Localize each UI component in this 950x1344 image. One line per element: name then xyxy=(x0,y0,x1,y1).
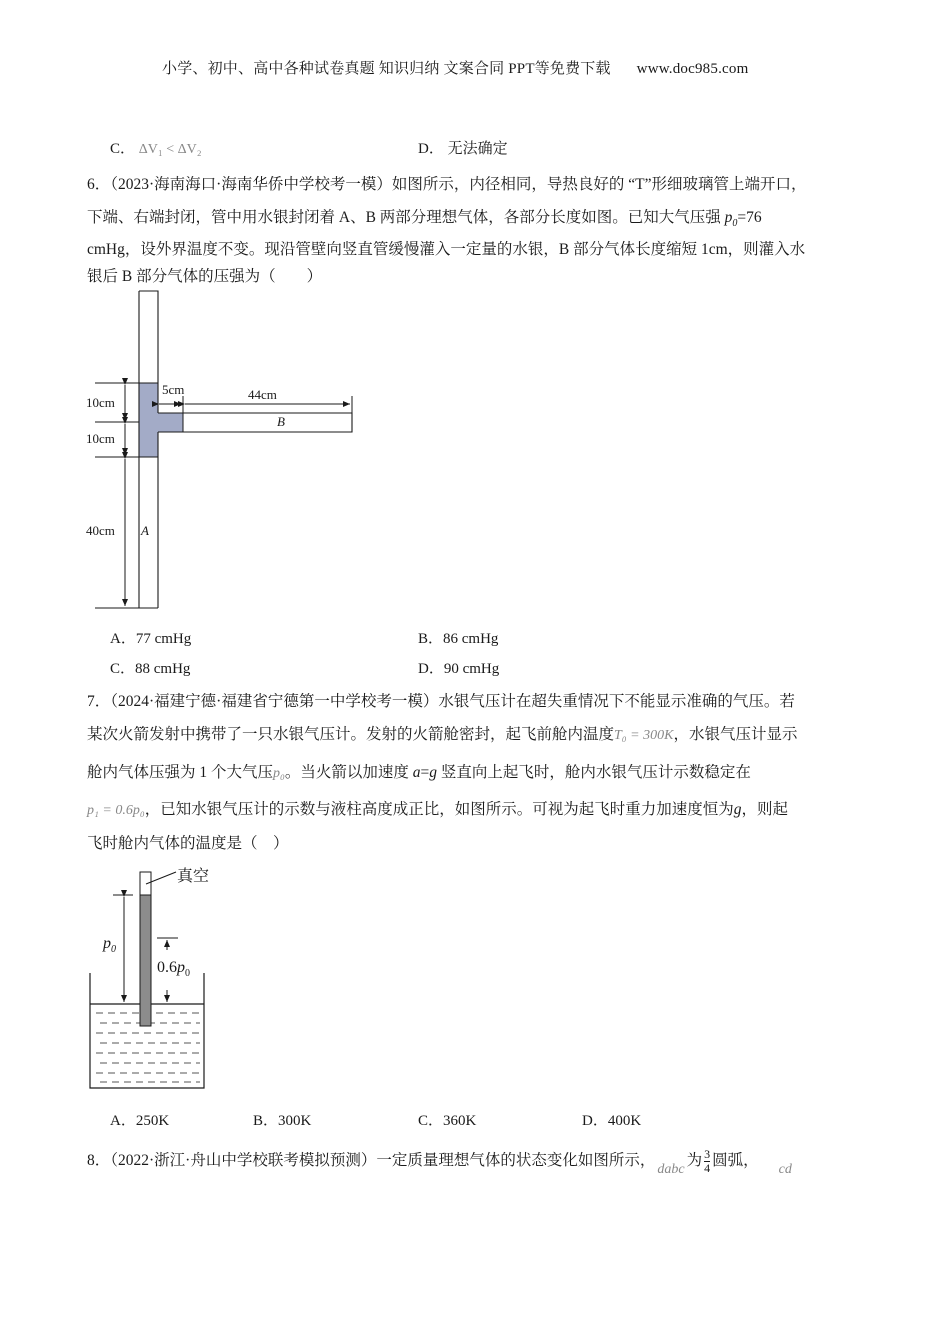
dabc-math: dabc xyxy=(657,1162,685,1178)
option-math: ΔV₁ < ΔV₂ xyxy=(138,142,202,157)
q6-option-b[interactable]: B．86 cmHg xyxy=(418,631,499,647)
q7-line-4: p₁ = 0.6p₀，已知水银气压计的示数与液柱高度成正比，如图所示。可视为起飞时重力加速度恒为g，则起 xyxy=(87,801,788,818)
q6-line-1: 6．（2023·海南海口·海南华侨中学校考一模）如图所示，内径相同，导热良好的 “T”形细玻璃管上端开口， xyxy=(87,176,807,193)
option-label: D． xyxy=(418,141,444,157)
q6-option-a[interactable]: A．77 cmHg xyxy=(110,631,192,647)
p1-math: p₁ = 0.6p₀ xyxy=(87,803,145,818)
p0-label: $p_0$ xyxy=(103,935,116,956)
option-text: 无法确定 xyxy=(447,141,508,157)
q7-option-b[interactable]: B．300K xyxy=(253,1113,312,1129)
q7-number: 7． xyxy=(87,693,111,710)
q6-line-3: cmHg，设外界温度不变。现沿管壁向竖直管缓慢灌入一定量的水银，B 部分气体长度缩短 1cm，则灌入水 xyxy=(87,241,806,258)
p0-math: p₀ xyxy=(273,766,285,781)
label-gas-b: B xyxy=(277,414,285,429)
q7-option-c[interactable]: C．360K xyxy=(418,1113,477,1129)
q8-source: （2022·浙江·舟山中学校联考模拟预测） xyxy=(110,1152,377,1170)
q6-source: （2023·海南海口·海南华侨中学校考一模） xyxy=(110,176,392,193)
q6-line-2: 下端、右端封闭，管中用水银封闭着 A、B 两部分理想气体，各部分长度如图。已知大气压强 $p_0=76$ xyxy=(87,209,762,230)
q8-line-1: 8．（2022·浙江·舟山中学校联考模拟预测）一定质量理想气体的状态变化如图所示，dabc为 $\frac{3}{4}$ 圆弧，cd xyxy=(87,1147,792,1178)
label-10cm-top: 10cm xyxy=(86,395,115,410)
header-url-link[interactable]: www.doc985.com xyxy=(636,61,749,77)
option-label: C． xyxy=(110,141,136,157)
p0-symbol: $p_0$ xyxy=(724,209,738,230)
q6-option-d[interactable]: D．90 cmHg xyxy=(418,661,500,677)
q7-line-3: 舱内气体压强为 1 个大气压p₀。当火箭以加速度 a=g 竖直向上起飞时，舱内水银气压计示数稳定在 xyxy=(87,764,751,781)
q8-number: 8． xyxy=(87,1152,111,1170)
vacuum-label: 真空 xyxy=(177,866,210,885)
q6-line-4: 银后 B 部分气体的压强为（ ） xyxy=(87,268,323,285)
q7-line-2: 某次火箭发射中携带了一只水银气压计。发射的火箭舱密封，起飞前舱内温度T₀ = 300K，水银气压计显示 xyxy=(87,726,798,743)
label-44cm: 44cm xyxy=(248,387,277,402)
p06-label: $0.6p_0$ xyxy=(157,959,190,980)
label-5cm: 5cm xyxy=(162,382,185,397)
fraction-3-4: $\frac{3}{4}$ xyxy=(704,1147,711,1175)
q7-line-1: 7．（2024·福建宁德·福建省宁德第一中学校考一模）水银气压计在超失重情况下不能显示准确的气压。若 xyxy=(87,693,795,710)
label-10cm-mid: 10cm xyxy=(86,431,115,446)
label-40cm: 40cm xyxy=(86,523,115,538)
q6-option-c[interactable]: C．88 cmHg xyxy=(110,661,191,677)
q6-number: 6． xyxy=(87,176,111,193)
header-banner-text: 小学、初中、高中各种试卷真题 知识归纳 文案合同 PPT等免费下载 xyxy=(162,61,611,77)
q7-line-5: 飞时舱内气体的温度是（ ） xyxy=(87,835,289,852)
q7-option-d[interactable]: D．400K xyxy=(582,1113,642,1129)
q7-source: （2024·福建宁德·福建省宁德第一中学校考一模） xyxy=(110,693,439,710)
q7-option-a[interactable]: A．250K xyxy=(110,1113,170,1129)
cd-math: cd xyxy=(778,1162,792,1178)
mercury-column xyxy=(140,895,151,1026)
label-gas-a: A xyxy=(141,523,149,538)
t0-math: T₀ = 300K xyxy=(614,728,674,743)
